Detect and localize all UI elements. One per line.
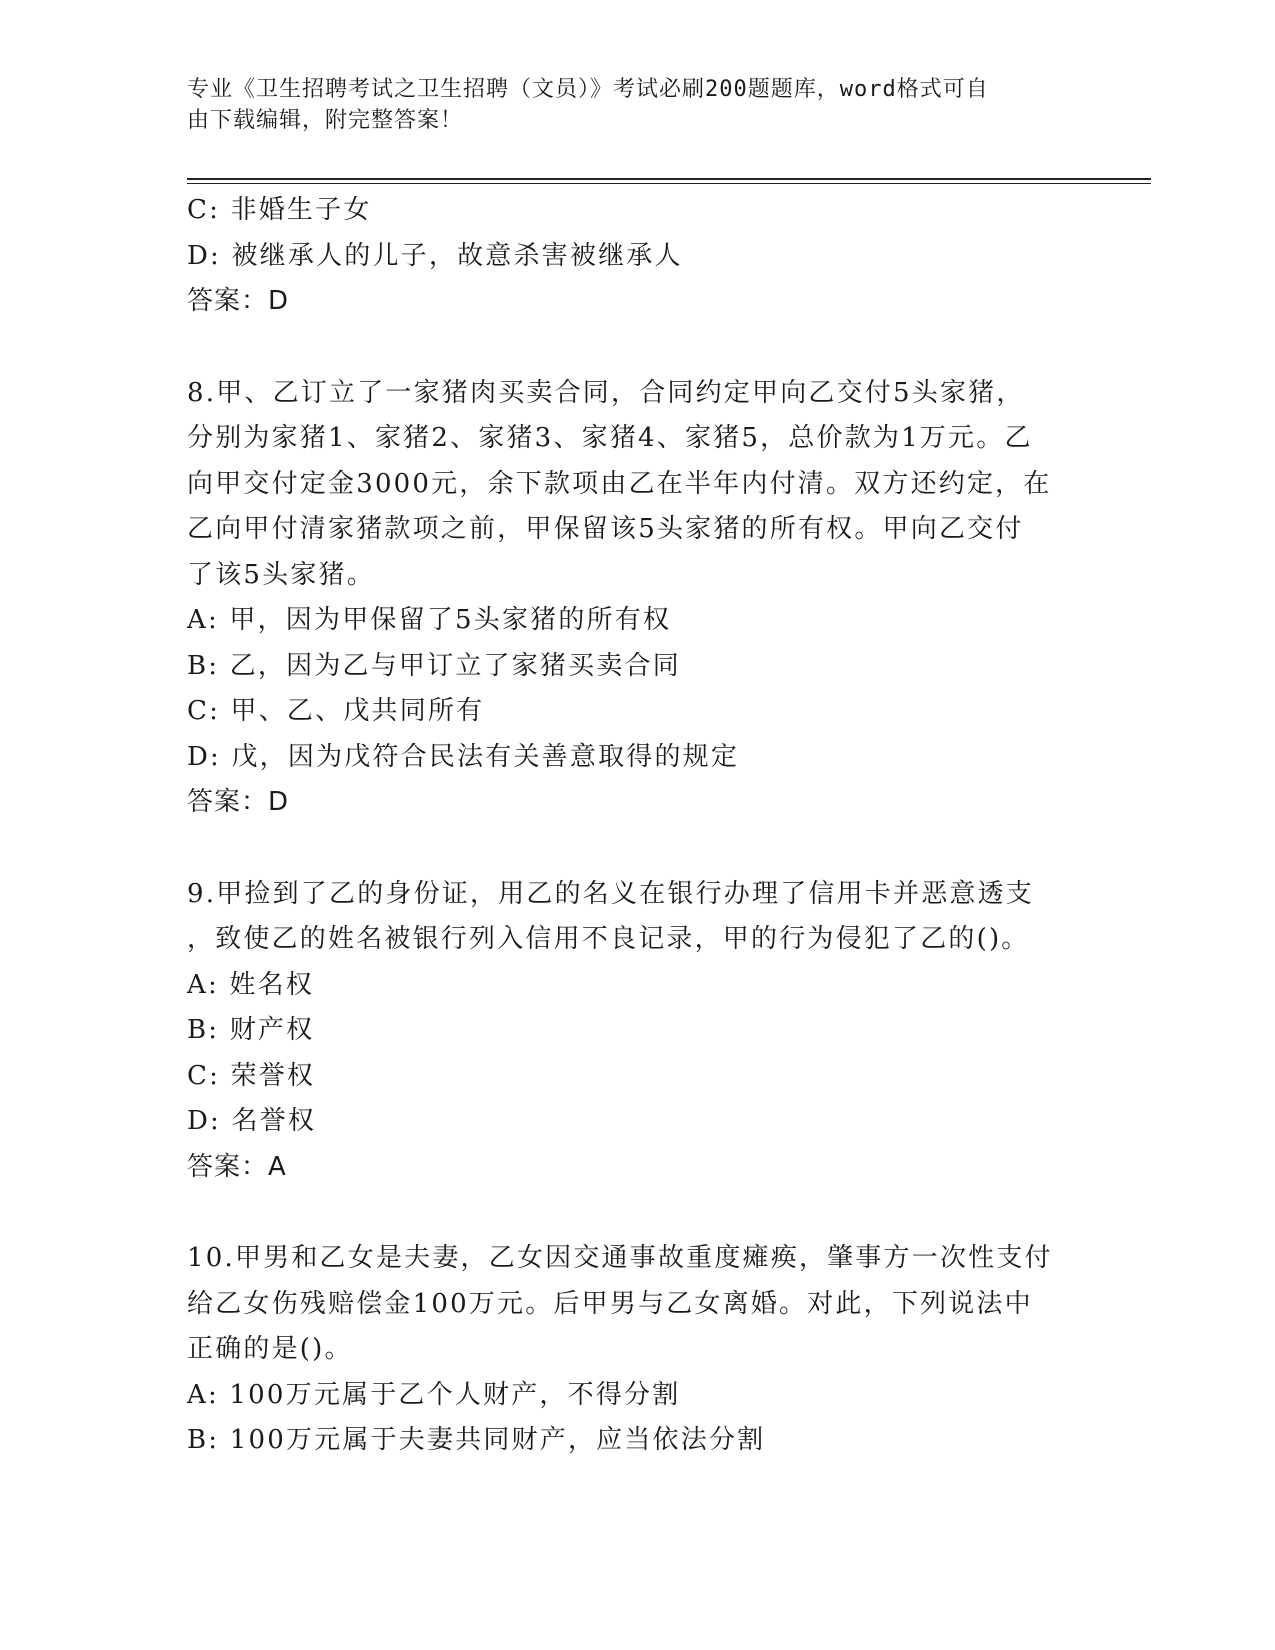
header-rule-thick bbox=[187, 178, 1151, 180]
spacer bbox=[187, 1190, 1087, 1236]
question-stem-line: 8.甲、乙订立了一家猪肉买卖合同，合同约定甲向乙交付5头家猪， bbox=[187, 377, 1025, 408]
spacer bbox=[187, 325, 1087, 371]
option-b: B: 财产权 bbox=[187, 1015, 315, 1045]
option-a: A: 姓名权 bbox=[187, 969, 315, 1000]
option-b: B: 100万元属于夫妻共同财产，应当依法分割 bbox=[187, 1425, 766, 1455]
question-9 bbox=[187, 872, 1087, 1191]
option-a: A: 甲，因为甲保留了5头家猪的所有权 bbox=[187, 605, 672, 635]
question-stem-line: 向甲交付定金3000元，余下款项由乙在半年内付清。双方还约定，在 bbox=[187, 468, 1052, 499]
question-stem-line: 分别为家猪1、家猪2、家猪3、家猪4、家猪5，总价款为1万元。乙 bbox=[187, 423, 1033, 453]
option-c: C: 甲、乙、戊共同所有 bbox=[187, 696, 485, 726]
spacer bbox=[187, 826, 1087, 872]
question-stem-line: 乙向甲付清家猪款项之前，甲保留该5头家猪的所有权。甲向乙交付 bbox=[187, 514, 1024, 544]
header-line-1: 专业《卫生招聘考试之卫生招聘（文员）》考试必刷200题题库，word格式可自 bbox=[187, 77, 989, 102]
document-header bbox=[187, 74, 1067, 136]
answer-line: 答案：A bbox=[187, 1151, 287, 1182]
question-8 bbox=[187, 371, 1087, 826]
answer-line: 答案：D bbox=[187, 286, 290, 316]
header-line-2: 由下载编辑，附完整答案！ bbox=[187, 108, 464, 133]
answer-line: 答案：D bbox=[187, 787, 290, 817]
option-d: D: 名誉权 bbox=[187, 1106, 317, 1136]
question-7-tail bbox=[187, 188, 1087, 325]
question-stem-line: 10.甲男和乙女是夫妻，乙女因交通事故重度瘫痪，肇事方一次性支付 bbox=[187, 1243, 1053, 1273]
question-stem-line: 了该5头家猪。 bbox=[187, 559, 375, 590]
question-stem-line: 给乙女伤残赔偿金100万元。后甲男与乙女离婚。对此，下列说法中 bbox=[187, 1288, 1033, 1319]
option-d: D: 戊，因为戊符合民法有关善意取得的规定 bbox=[187, 741, 740, 772]
question-stem-line: ，致使乙的姓名被银行列入信用不良记录，甲的行为侵犯了乙的()。 bbox=[187, 924, 1030, 954]
option-d: D: 被继承人的儿子，故意杀害被继承人 bbox=[187, 240, 683, 271]
question-10 bbox=[187, 1236, 1087, 1464]
option-a: A: 100万元属于乙个人财产，不得分割 bbox=[187, 1379, 681, 1410]
option-b: B: 乙，因为乙与甲订立了家猪买卖合同 bbox=[187, 650, 681, 681]
option-c: C: 非婚生子女 bbox=[187, 195, 372, 225]
option-c: C: 荣誉权 bbox=[187, 1060, 316, 1091]
header-rule-thin bbox=[187, 183, 1151, 184]
document-body bbox=[187, 188, 1087, 1464]
question-stem-line: 9.甲捡到了乙的身份证，用乙的名义在银行办理了信用卡并恶意透支 bbox=[187, 878, 1035, 909]
question-stem-line: 正确的是()。 bbox=[187, 1334, 353, 1364]
